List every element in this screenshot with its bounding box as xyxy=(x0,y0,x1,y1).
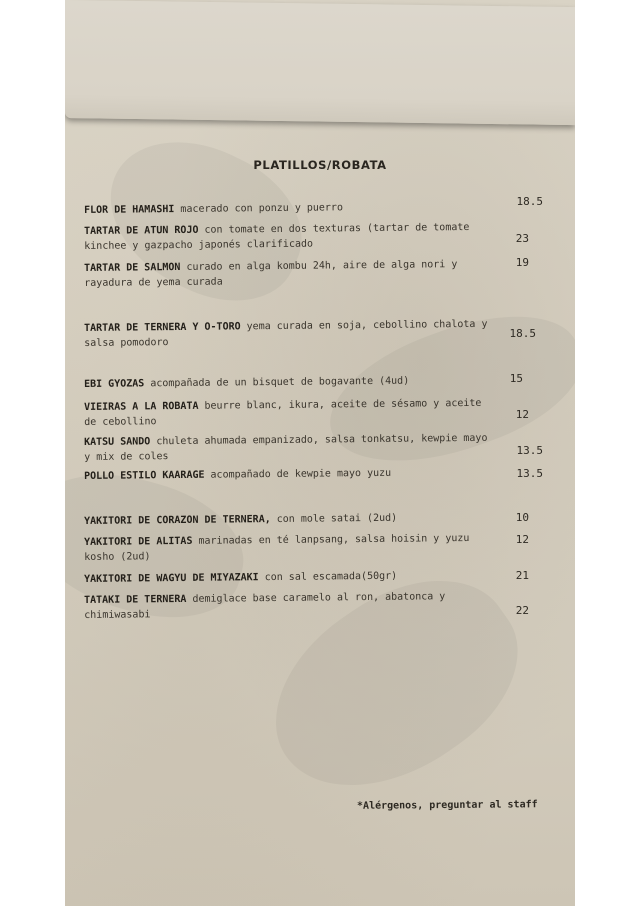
menu-item xyxy=(84,199,494,218)
leaf-watermark xyxy=(85,114,325,325)
menu-page xyxy=(65,0,575,906)
item-description: beurre blanc, ikura, aceite de sésamo y aceite de cebollino xyxy=(84,397,482,428)
folded-page-edge xyxy=(65,0,575,125)
menu-item xyxy=(84,257,494,291)
menu-item xyxy=(84,317,494,351)
menu-item xyxy=(84,396,494,430)
item-name: TARTAR DE SALMON xyxy=(84,261,181,274)
item-description: con sal escamada(50gr) xyxy=(258,570,398,584)
item-name: KATSU SANDO xyxy=(84,436,151,448)
menu-item xyxy=(84,531,494,565)
item-name: TARTAR DE ATUN ROJO xyxy=(84,224,199,237)
item-name: TARTAR DE TERNERA Y O-TORO xyxy=(84,321,241,334)
menu-item xyxy=(84,589,494,623)
menu-item xyxy=(84,220,494,254)
item-price: 13.5 xyxy=(516,467,543,480)
item-price: 12 xyxy=(515,533,529,546)
item-name: FLOR DE HAMASHI xyxy=(84,204,175,216)
item-description: chuleta ahumada empanizado, salsa tonkatsu, kewpie mayo y mix de coles xyxy=(84,432,488,463)
item-name: TATAKI DE TERNERA xyxy=(84,593,187,606)
item-price: 18.5 xyxy=(509,327,536,340)
item-description: con mole satai (2ud) xyxy=(270,512,398,526)
item-price: 22 xyxy=(515,604,529,617)
item-price: 21 xyxy=(515,569,529,582)
item-price: 12 xyxy=(515,408,529,421)
item-name: EBI GYOZAS xyxy=(84,378,145,390)
item-name: YAKITORI DE CORAZON DE TERNERA, xyxy=(84,514,271,527)
allergen-note: *Alérgenos, preguntar al staff xyxy=(356,799,538,812)
item-description: acompañada de un bisquet de bogavante (4ud) xyxy=(144,375,410,390)
item-description: con tomate en dos texturas (tartar de tomate kinchee y gazpacho japonés clarificado xyxy=(84,221,470,252)
item-description: curado en alga kombu 24h, aire de alga nori y rayadura de yema curada xyxy=(84,259,458,289)
item-name: YAKITORI DE ALITAS xyxy=(84,535,193,548)
menu-item xyxy=(84,431,494,465)
item-price: 18.5 xyxy=(516,195,543,208)
item-name: VIEIRAS A LA ROBATA xyxy=(84,400,199,413)
item-name: POLLO ESTILO KAARAGE xyxy=(84,469,205,482)
item-description: demiglace base caramelo al ron, abatonca y chimiwasabi xyxy=(84,591,446,621)
item-description: yema curada en soja, cebollino chalota y salsa pomodoro xyxy=(84,318,488,349)
menu-item xyxy=(84,510,494,529)
item-price: 10 xyxy=(515,511,529,524)
section-title: PLATILLOS/ROBATA xyxy=(253,158,387,172)
item-description: acompañado de kewpie mayo yuzu xyxy=(204,467,392,481)
item-description: macerado con ponzu y puerro xyxy=(174,202,344,216)
item-price: 19 xyxy=(515,256,529,269)
item-price: 13.5 xyxy=(516,444,543,457)
item-price: 23 xyxy=(515,232,529,245)
item-name: YAKITORI DE WAGYU DE MIYAZAKI xyxy=(84,572,259,585)
item-price: 15 xyxy=(509,372,523,385)
menu-item xyxy=(84,465,494,484)
item-description: marinadas en té lanpsang, salsa hoisin y yuzu kosho (2ud) xyxy=(84,532,470,563)
